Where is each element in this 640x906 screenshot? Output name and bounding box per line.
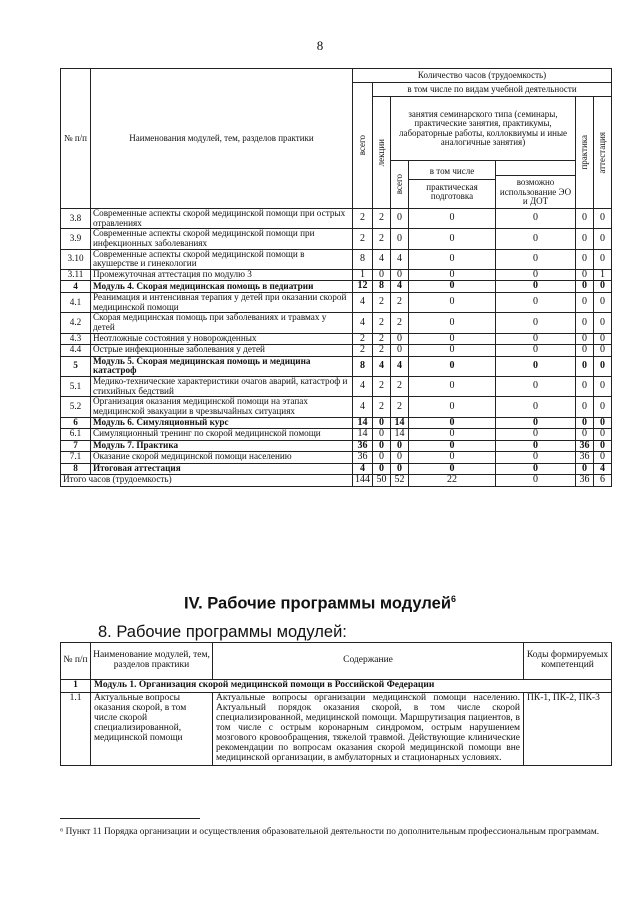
row-value: 0 [594,229,612,249]
row-value: 2 [373,397,391,417]
row-value: 2 [373,345,391,357]
total-value: 50 [373,475,391,487]
col-seminar-header: занятия семинарского типа (семинары, практические занятия, практикумы, лабораторные работы, коллоквиумы и иные аналогичные занятия) [391,97,576,161]
row-title: Модуль 7. Практика [91,440,353,452]
prog-content-header: Содержание [213,643,524,680]
table-row [61,429,612,441]
total-row-title: Итого часов (трудоемкость) [61,475,353,487]
row-value: 0 [496,452,576,464]
row-value: 0 [496,345,576,357]
table-row [61,333,612,345]
eo-label: возможно использование ЭО и ДОТ [499,177,572,207]
row-number: 3.9 [61,229,91,249]
row-value: 4 [353,292,373,312]
col-hours-header: Количество часов (трудоемкость) [353,69,612,83]
row-value: 14 [353,429,373,441]
row-value: 0 [576,292,594,312]
row-value: 1 [594,269,612,281]
row-value: 0 [373,452,391,464]
row-value: 2 [373,209,391,229]
total-value: 0 [496,475,576,487]
row-value: 0 [391,333,409,345]
module-row-num: 1 [61,680,91,693]
row-title: Современные аспекты скорой медицинской помощи при острых отравлениях [91,209,353,229]
row-value: 0 [496,440,576,452]
row-title: Острые инфекционные заболевания у детей [91,345,353,357]
table-row [61,269,612,281]
row-value: 0 [409,313,496,333]
row-value: 0 [496,463,576,475]
row-value: 2 [373,229,391,249]
row-value: 0 [496,281,576,293]
row-value: 0 [594,209,612,229]
col-incl-header: в том числе по видам учебной деятельности [373,83,612,97]
row-value: 2 [353,229,373,249]
row-value: 2 [373,376,391,396]
row-value: 4 [353,313,373,333]
row-value: 0 [576,429,594,441]
row-value: 4 [391,356,409,376]
row-value: 0 [373,269,391,281]
row-title: Модуль 4. Скорая медицинская помощь в педиатрии [91,281,353,293]
row-value: 12 [353,281,373,293]
footnote-divider [60,818,200,819]
table-row [61,292,612,312]
row-value: 2 [391,313,409,333]
row-value: 0 [496,292,576,312]
row-value: 0 [496,376,576,396]
row-title: Неотложные состояния у новорожденных [91,333,353,345]
row-value: 0 [391,209,409,229]
row-value: 0 [496,397,576,417]
row-value: 0 [576,376,594,396]
row-value: 0 [496,209,576,229]
row-value: 0 [496,417,576,429]
row-number: 3.8 [61,209,91,229]
col-practice-header: практика [576,97,594,209]
table-row [61,356,612,376]
row-value: 0 [373,429,391,441]
row-value: 2 [353,333,373,345]
row-value: 4 [594,463,612,475]
row-value: 0 [594,249,612,269]
total-value: 22 [409,475,496,487]
row-value: 14 [391,417,409,429]
row-value: 14 [391,429,409,441]
row-value: 0 [409,429,496,441]
total-row [61,475,612,487]
table-row [61,229,612,249]
program-row-codes: ПК-1, ПК-2, ПК-3 [524,692,612,765]
row-value: 14 [353,417,373,429]
row-value: 0 [409,356,496,376]
row-title: Модуль 6. Симуляционный курс [91,417,353,429]
table-row [61,463,612,475]
row-value: 0 [409,269,496,281]
row-title: Скорая медицинская помощь при заболеваниях и травмах у детей [91,313,353,333]
row-value: 0 [594,429,612,441]
table-row [61,209,612,229]
row-value: 0 [391,269,409,281]
table-row [61,281,612,293]
row-number: 4.2 [61,313,91,333]
row-number: 6.1 [61,429,91,441]
col-sem-total-header: всего [391,161,409,209]
module-row-title: Модуль 1. Организация скорой медицинской помощи в Российской Федерации [91,680,612,693]
col-attest-header: аттестация [594,97,612,209]
program-row-num: 1.1 [61,692,91,765]
row-value: 0 [496,229,576,249]
row-number: 5.2 [61,397,91,417]
row-value: 0 [409,345,496,357]
row-value: 0 [594,417,612,429]
prac-prep-label: практическая подготовка [426,181,478,202]
table-row [61,452,612,464]
row-value: 0 [496,333,576,345]
row-value: 0 [576,269,594,281]
row-value: 4 [373,356,391,376]
row-value: 2 [391,397,409,417]
row-value: 0 [576,345,594,357]
row-value: 0 [576,281,594,293]
total-value: 36 [576,475,594,487]
row-value: 0 [409,452,496,464]
row-number: 4 [61,281,91,293]
row-value: 0 [594,356,612,376]
col-total-header: всего [353,83,373,209]
row-value: 0 [373,440,391,452]
row-title: Итоговая аттестация [91,463,353,475]
footnote-ref: 6 [450,594,456,604]
row-value: 0 [576,356,594,376]
col-prac-prep-header [409,161,496,209]
row-title: Современные аспекты скорой медицинской помощи в акушерстве и гинекологии [91,249,353,269]
row-value: 1 [353,269,373,281]
row-value: 4 [353,463,373,475]
prog-num-header: № п/п [61,643,91,680]
row-value: 0 [373,463,391,475]
row-value: 0 [391,229,409,249]
row-value: 0 [576,417,594,429]
hours-table [60,68,612,487]
row-value: 0 [594,292,612,312]
row-number: 7.1 [61,452,91,464]
row-value: 0 [594,345,612,357]
table-row [61,313,612,333]
row-value: 0 [409,463,496,475]
row-value: 0 [576,209,594,229]
row-value: 36 [353,452,373,464]
row-value: 0 [576,313,594,333]
row-title: Оказание скорой медицинской помощи населению [91,452,353,464]
table-row [61,249,612,269]
section-title: IV. Рабочие программы модулей$^6$ [184,594,456,613]
row-value: 2 [353,209,373,229]
col-lectures-header: лекции [373,97,391,209]
programs-table [60,642,612,766]
row-number: 4.1 [61,292,91,312]
row-value: 0 [594,397,612,417]
row-value: 0 [576,249,594,269]
footnote: ⁶ Пункт 11 Порядка организации и осуществления образовательной деятельности по дополнительным профессиональным программам. [60,827,600,837]
row-value: 0 [496,356,576,376]
row-value: 0 [391,452,409,464]
prog-name-header: Наименование модулей, тем, разделов практики [91,643,213,680]
row-value: 0 [391,463,409,475]
row-value: 0 [409,417,496,429]
row-value: 0 [409,281,496,293]
hours-table-body [61,209,612,487]
page-number: 8 [316,38,324,53]
row-number: 4.4 [61,345,91,357]
row-value: 8 [373,281,391,293]
row-value: 0 [576,229,594,249]
row-value: 2 [373,292,391,312]
row-value: 0 [391,440,409,452]
row-value: 0 [576,463,594,475]
row-value: 0 [594,440,612,452]
row-value: 0 [576,397,594,417]
col-num-header: № п/п [61,69,91,209]
table-row [61,440,612,452]
total-value: 144 [353,475,373,487]
row-value: 2 [373,313,391,333]
row-number: 5 [61,356,91,376]
row-value: 4 [391,249,409,269]
col-eo-header [496,161,576,209]
row-number: 6 [61,417,91,429]
row-value: 0 [594,376,612,396]
row-value: 0 [409,397,496,417]
row-number: 4.3 [61,333,91,345]
row-value: 8 [353,249,373,269]
row-value: 0 [594,333,612,345]
table-row [61,417,612,429]
row-title: Организация оказания медицинской помощи на этапах медицинской эвакуации в чрезвычайных ситуациях [91,397,353,417]
prog-codes-header: Коды формируемых компетенций [524,643,612,680]
sem-incl-label: в том числе [409,167,495,179]
row-value: 0 [373,417,391,429]
row-value: 0 [594,281,612,293]
row-value: 0 [576,333,594,345]
row-number: 5.1 [61,376,91,396]
program-row-name: Актуальные вопросы оказания скорой, в том числе скорой специализированной, медицинской помощи [91,692,213,765]
row-value: 8 [353,356,373,376]
row-title: Промежуточная аттестация по модулю 3 [91,269,353,281]
subsection-title: 8. Рабочие программы модулей: [98,623,347,641]
total-value: 52 [391,475,409,487]
table-row [61,397,612,417]
table-row [61,376,612,396]
row-title: Симуляционный тренинг по скорой медицинской помощи [91,429,353,441]
row-value: 2 [391,292,409,312]
row-title: Реанимация и интенсивная терапия у детей при оказании скорой медицинской помощи [91,292,353,312]
row-value: 2 [391,376,409,396]
row-value: 0 [496,249,576,269]
row-value: 0 [409,229,496,249]
row-value: 36 [576,452,594,464]
table-row [61,345,612,357]
row-value: 0 [496,269,576,281]
row-number: 8 [61,463,91,475]
row-title: Медико-технические характеристики очагов аварий, катастроф и стихийных бедствий [91,376,353,396]
row-value: 0 [409,209,496,229]
row-value: 4 [391,281,409,293]
program-row-content: Актуальные вопросы организации медицинской помощи населению. Актуальный порядок оказания скорой, в том числе скорой специализированной, медицинской помощи. Маршрутизация пациентов, в том числе с острым коронарным синдромом, острым нарушением мозгового кровообращения, тяжелой травмой. Действующие клинические рекомендации по вопросам оказания скорой медицинской помощи вне медицинской организации, в амбулаторных и стационарных условиях. [213,692,524,765]
row-number: 3.11 [61,269,91,281]
row-value: 0 [594,452,612,464]
row-value: 4 [353,376,373,396]
row-value: 0 [409,249,496,269]
col-name-header: Наименования модулей, тем, разделов практики [91,69,353,209]
row-value: 2 [373,333,391,345]
row-number: 3.10 [61,249,91,269]
row-title: Модуль 5. Скорая медицинская помощь и медицина катастроф [91,356,353,376]
row-value: 0 [409,292,496,312]
row-value: 0 [409,440,496,452]
row-value: 36 [576,440,594,452]
row-value: 0 [496,429,576,441]
row-value: 4 [373,249,391,269]
total-value: 6 [594,475,612,487]
row-value: 0 [496,313,576,333]
row-value: 0 [409,376,496,396]
row-value: 0 [391,345,409,357]
row-value: 2 [353,345,373,357]
row-value: 0 [409,333,496,345]
row-value: 0 [594,313,612,333]
row-value: 4 [353,397,373,417]
row-value: 36 [353,440,373,452]
row-number: 7 [61,440,91,452]
row-title: Современные аспекты скорой медицинской помощи при инфекционных заболеваниях [91,229,353,249]
